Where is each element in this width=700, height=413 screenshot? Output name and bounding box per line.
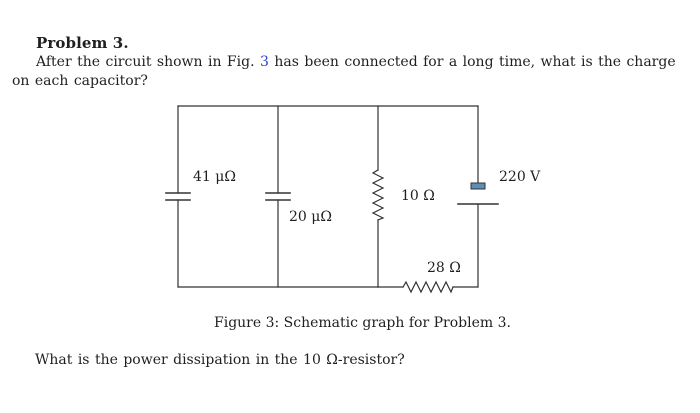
problem-text-start: After the circuit shown in Fig. — [36, 54, 260, 70]
battery-voltage-label: 220 V — [499, 169, 541, 185]
capacitor-1-label: 41 μΩ — [193, 169, 236, 185]
figure-caption: Figure 3: Schematic graph for Problem 3. — [214, 315, 511, 331]
resistor-10-ohm-zigzag — [373, 170, 383, 220]
capacitor-2-label: 20 μΩ — [289, 209, 332, 225]
problem-title: Problem 3. — [36, 34, 129, 52]
problem-text-end: has been connected for a long time, what is the charge on each capacitor? — [12, 54, 676, 89]
resistor-10-ohm-label: 10 Ω — [401, 188, 435, 204]
battery-plate-short — [471, 183, 485, 189]
resistor-28-ohm-label: 28 Ω — [427, 260, 461, 276]
figure-reference-link[interactable]: 3 — [259, 54, 269, 70]
follow-up-question: What is the power dissipation in the 10 Ω-resistor? — [35, 352, 405, 368]
resistor-28-ohm-zigzag — [403, 282, 453, 292]
